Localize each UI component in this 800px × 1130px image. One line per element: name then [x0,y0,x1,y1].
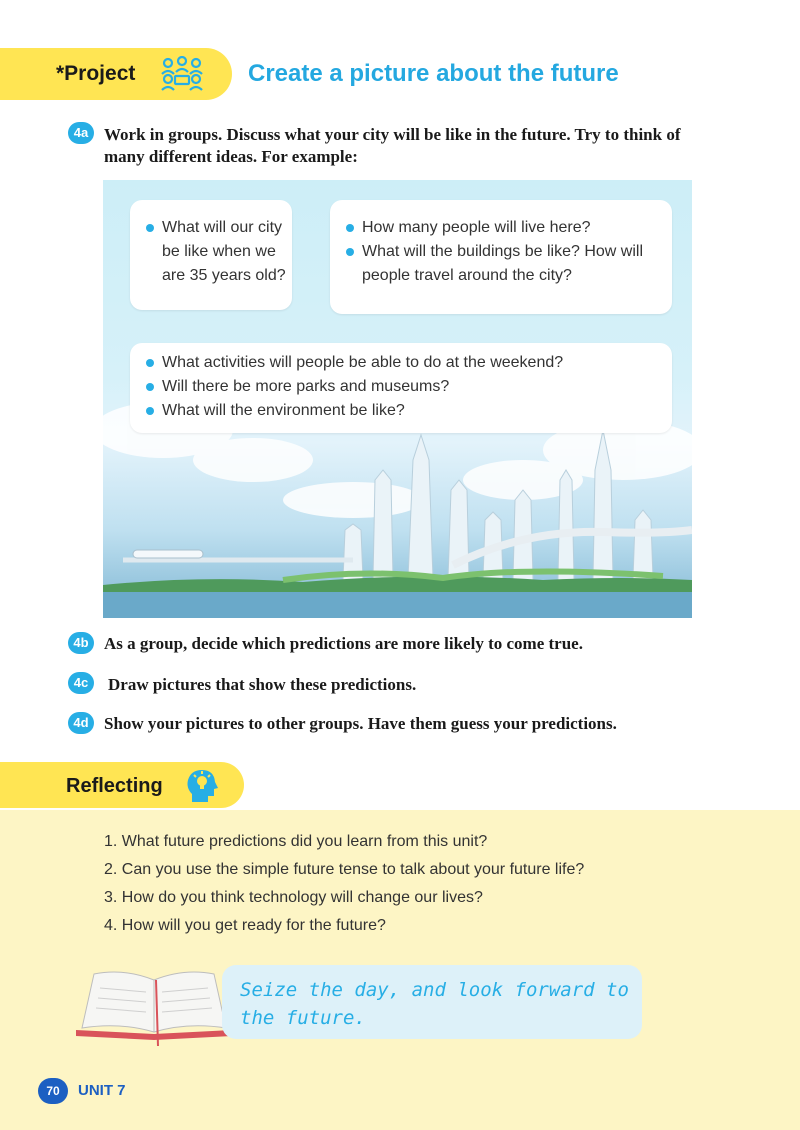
reflecting-questions [104,828,584,940]
bubble-top-left [130,200,292,310]
bubble-question: What activities will people be able to do at the weekend? [146,351,672,375]
step-4b-badge: 4b [68,632,94,654]
reflecting-label: Reflecting [66,775,163,797]
step-4b-text: As a group, decide which predictions are more likely to come true. [104,634,583,653]
step-4d-text: Show your pictures to other groups. Have them guess your predictions. [104,714,617,733]
lightbulb-head-icon [184,766,220,804]
page-number: 70 [38,1078,68,1104]
bubble-question: Will there be more parks and museums? [146,375,672,399]
step-4d-badge: 4d [68,712,94,734]
step-4c-text: Draw pictures that show these predictions. [108,675,417,694]
project-label: *Project [56,62,136,85]
unit-label: UNIT 7 [78,1082,126,1099]
bubble-question: What will the environment be like? [146,399,672,423]
bubble-question: How many people will live here? [346,216,672,240]
reflect-item: 2. Can you use the simple future tense to talk about your future life? [104,861,585,878]
future-city-picture [103,180,692,618]
step-4c-badge: 4c [68,672,94,694]
bubble-question: What will the buildings be like? How will people travel around the city? [346,240,672,288]
group-work-icon [160,56,204,92]
bubble-question: What will our city be like when we are 35 years old? [146,216,292,288]
project-title: Create a picture about the future [248,60,619,87]
open-book-icon [74,960,234,1046]
quote-text: Seize the day, and look forward to the future. [240,979,629,1029]
reflect-item: 4. How will you get ready for the future? [104,917,386,934]
bubble-bottom [130,343,672,433]
step-4a-badge: 4a [68,122,94,144]
bubble-top-right [330,200,672,314]
step-4a-text: Work in groups. Discuss what your city will be like in the future. Try to think of many different ideas. For example: [104,125,681,166]
reflect-item: 3. How do you think technology will change our lives? [104,889,483,906]
reflect-item: 1. What future predictions did you learn from this unit? [104,833,488,850]
